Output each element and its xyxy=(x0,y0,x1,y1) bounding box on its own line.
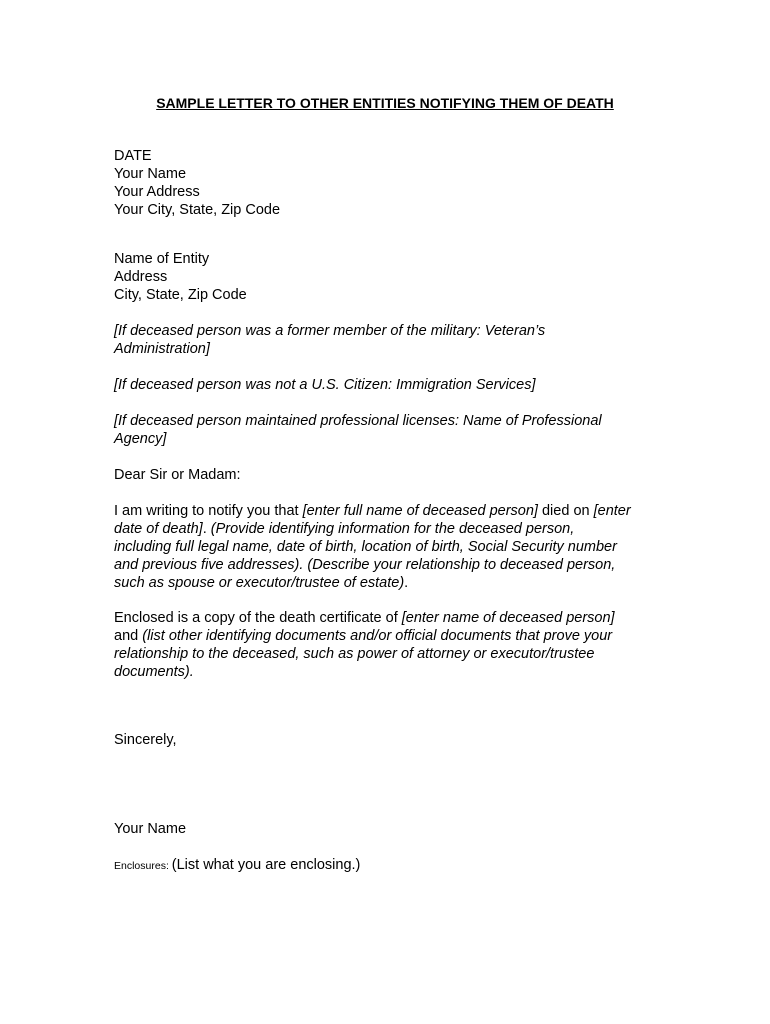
citizen-note xyxy=(114,376,659,394)
placeholder-text: [enter full name of deceased person] xyxy=(302,503,538,519)
recipient-address: Address xyxy=(114,269,168,285)
text-run: Enclosed is a copy of the death certificate of xyxy=(114,610,402,626)
document-title: SAMPLE LETTER TO OTHER ENTITIES NOTIFYING THEM OF DEATH xyxy=(156,95,614,111)
text-run: died on xyxy=(537,503,594,519)
body-paragraph-2 xyxy=(114,609,659,681)
paragraph-line: documents). xyxy=(114,664,194,680)
military-note xyxy=(114,322,659,358)
placeholder-text: [enter xyxy=(593,503,631,519)
signature-name: Your Name xyxy=(114,821,187,837)
military-note-line: [If deceased person was a former member of the military: Veteran’s xyxy=(114,323,546,339)
licenses-note-line: Agency] xyxy=(114,431,167,447)
placeholder-text: (Provide identifying information for the deceased person, xyxy=(210,521,575,537)
paragraph-line: including full legal name, date of birth, location of birth, Social Security number xyxy=(114,539,617,555)
recipient-block xyxy=(114,250,659,304)
sender-block xyxy=(114,147,659,219)
licenses-note xyxy=(114,412,659,448)
enclosures-line xyxy=(114,856,659,875)
salutation xyxy=(114,466,659,484)
sender-address: Your Address xyxy=(114,184,200,200)
sender-city-state-zip: Your City, State, Zip Code xyxy=(114,202,281,218)
enclosures-label: Enclosures: xyxy=(114,860,172,872)
placeholder-text: such as spouse or executor/trustee of estate) xyxy=(114,575,405,591)
closing-text: Sincerely, xyxy=(114,732,177,748)
text-run: I am writing to notify you that xyxy=(114,503,303,519)
paragraph-line xyxy=(114,609,659,627)
recipient-name: Name of Entity xyxy=(114,251,210,267)
placeholder-text: (list other identifying documents and/or official documents that prove your xyxy=(142,628,613,644)
paragraph-line xyxy=(114,574,659,592)
text-run: . xyxy=(404,575,409,591)
text-run: and xyxy=(114,628,143,644)
paragraph-line xyxy=(114,520,659,538)
military-note-line: Administration] xyxy=(114,341,210,357)
text-run: . xyxy=(202,521,211,537)
recipient-city-state-zip: City, State, Zip Code xyxy=(114,287,247,303)
placeholder-text: date of death] xyxy=(114,521,203,537)
licenses-note-line: [If deceased person maintained professional licenses: Name of Professional xyxy=(114,413,602,429)
body-paragraph-1 xyxy=(114,502,659,592)
paragraph-line: relationship to the deceased, such as power of attorney or executor/trustee xyxy=(114,646,595,662)
placeholder-text: [enter name of deceased person] xyxy=(401,610,615,626)
citizen-note-line: [If deceased person was not a U.S. Citizen: Immigration Services] xyxy=(114,377,536,393)
date-line: DATE xyxy=(114,148,152,164)
paragraph-line: and previous five addresses). (Describe your relationship to deceased person, xyxy=(114,557,616,573)
sender-name: Your Name xyxy=(114,166,187,182)
enclosures-text: (List what you are enclosing.) xyxy=(171,857,361,873)
salutation-text: Dear Sir or Madam: xyxy=(114,467,241,483)
signature xyxy=(114,820,659,838)
paragraph-line xyxy=(114,627,659,645)
paragraph-line xyxy=(114,502,659,520)
closing xyxy=(114,731,659,749)
